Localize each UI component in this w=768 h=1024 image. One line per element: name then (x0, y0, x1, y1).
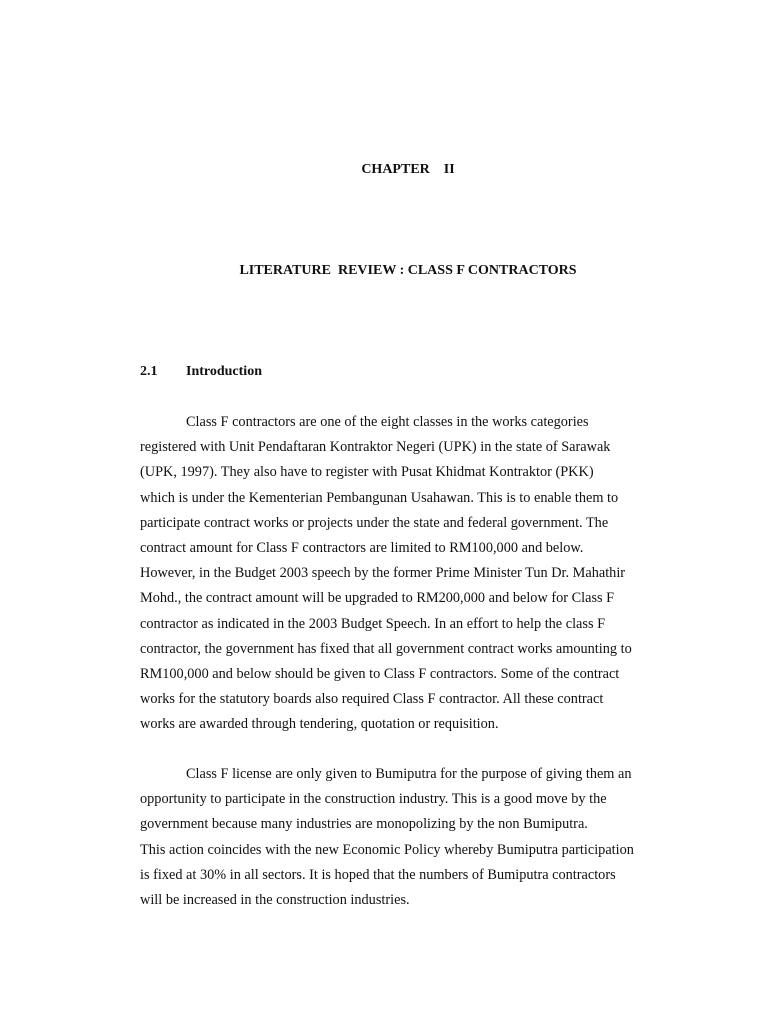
paragraph-line: opportunity to participate in the construction industry. This is a good move by the (140, 791, 607, 808)
chapter-title: LITERATURE REVIEW : CLASS F CONTRACTORS (239, 263, 577, 278)
paragraph-line: contract amount for Class F contractors are limited to RM100,000 and below. (140, 540, 584, 557)
section-title: Introduction (186, 364, 262, 379)
chapter-heading: CHAPTER II (361, 162, 455, 177)
paragraph-line: contractor as indicated in the 2003 Budget Speech. In an effort to help the class F (140, 615, 606, 632)
paragraph-line: participate contract works or projects under the state and federal government. The (140, 514, 609, 531)
paragraph-line: RM100,000 and below should be given to Class F contractors. Some of the contract (140, 666, 620, 683)
paragraph-2 (140, 762, 700, 913)
paragraph-line: registered with Unit Pendaftaran Kontraktor Negeri (UPK) in the state of Sarawak (140, 439, 611, 456)
paragraph-line: contractor, the government has fixed that all government contract works amounting to (140, 640, 632, 657)
paragraph-line: is fixed at 30% in all sectors. It is hoped that the numbers of Bumiputra contractors (140, 866, 616, 883)
paragraph-line: works are awarded through tendering, quotation or requisition. (140, 716, 499, 733)
paragraph-line: works for the statutory boards also required Class F contractor. All these contract (140, 691, 604, 708)
paragraph-line: Class F license are only given to Bumiputra for the purpose of giving them an (186, 766, 632, 782)
paragraph-1 (140, 410, 700, 738)
paragraph-line: Class F contractors are one of the eight classes in the works categories (186, 414, 589, 430)
paragraph-line: government because many industries are monopolizing by the non Bumiputra. (140, 816, 588, 833)
paragraph-line: However, in the Budget 2003 speech by the former Prime Minister Tun Dr. Mahathir (140, 565, 626, 582)
paragraph-line: (UPK, 1997). They also have to register with Pusat Khidmat Kontraktor (PKK) (140, 464, 594, 481)
paragraph-line: will be increased in the construction industries. (140, 892, 410, 909)
paragraph-line: which is under the Kementerian Pembangunan Usahawan. This is to enable them to (140, 489, 619, 506)
paragraph-line: Mohd., the contract amount will be upgraded to RM200,000 and below for Class F (140, 590, 615, 607)
section-number: 2.1 (140, 364, 158, 379)
paragraph-line: This action coincides with the new Economic Policy whereby Bumiputra participation (140, 841, 634, 858)
